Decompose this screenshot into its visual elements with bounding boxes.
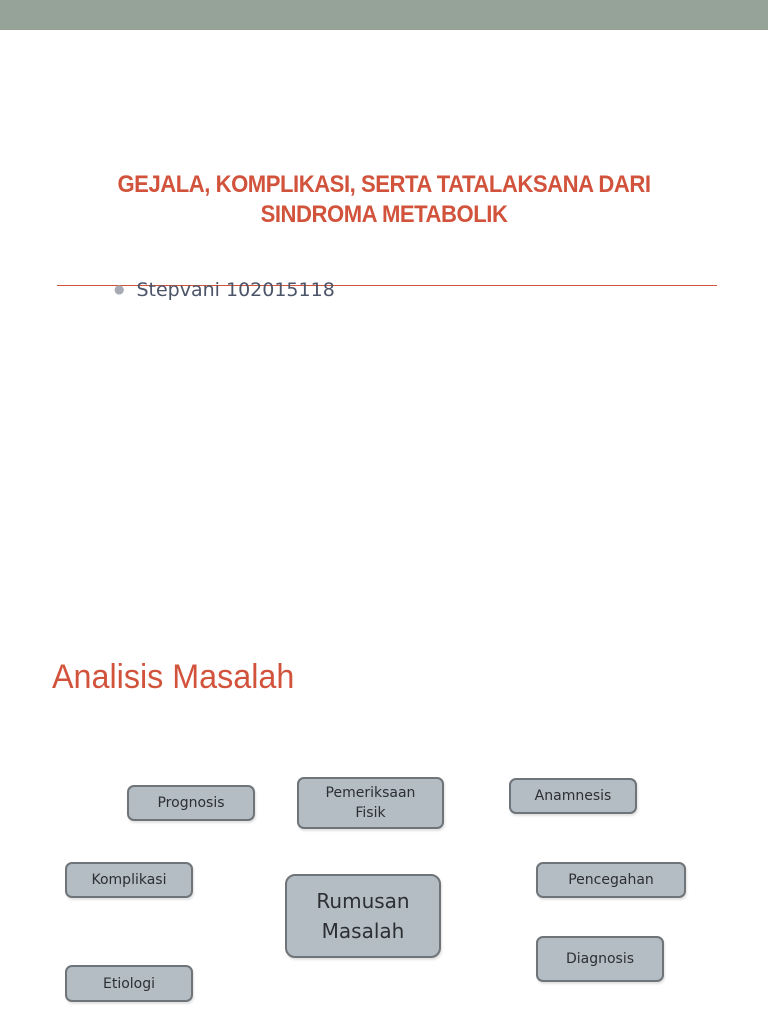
node-rumusan-masalah-label-2: Masalah xyxy=(321,919,405,943)
node-rumusan-masalah xyxy=(285,874,441,958)
node-prognosis-label: Prognosis xyxy=(157,795,225,811)
author-subtitle xyxy=(114,275,335,304)
node-diagnosis xyxy=(536,936,664,982)
author-name: Stepvani 102015118 xyxy=(136,279,335,301)
slide-title-line-2: SINDROMA METABOLIK xyxy=(260,201,508,228)
bullet-dot-icon: ● xyxy=(114,282,125,296)
node-anamnesis-label: Anamnesis xyxy=(534,788,612,804)
node-pemeriksaan-fisik-label-1: Pemeriksaan xyxy=(325,785,416,801)
node-diagnosis-label: Diagnosis xyxy=(565,951,635,967)
node-etiologi xyxy=(65,965,193,1002)
slide-title xyxy=(68,170,701,230)
slide-title-line-1: GEJALA, KOMPLIKASI, SERTA TATALAKSANA DARI xyxy=(117,171,651,198)
node-pemeriksaan-fisik-label-2: Fisik xyxy=(355,805,386,821)
node-pemeriksaan-fisik xyxy=(297,777,444,829)
node-pencegahan-label: Pencegahan xyxy=(568,872,654,888)
node-pencegahan xyxy=(536,862,686,898)
node-prognosis xyxy=(127,785,255,821)
node-komplikasi xyxy=(65,862,193,898)
node-anamnesis xyxy=(509,778,637,814)
node-rumusan-masalah-label-1: Rumusan xyxy=(316,889,410,913)
section-title: Analisis Masalah xyxy=(52,658,295,696)
node-komplikasi-label: Komplikasi xyxy=(91,872,167,888)
node-etiologi-label: Etiologi xyxy=(102,975,156,992)
top-color-band xyxy=(0,0,768,30)
